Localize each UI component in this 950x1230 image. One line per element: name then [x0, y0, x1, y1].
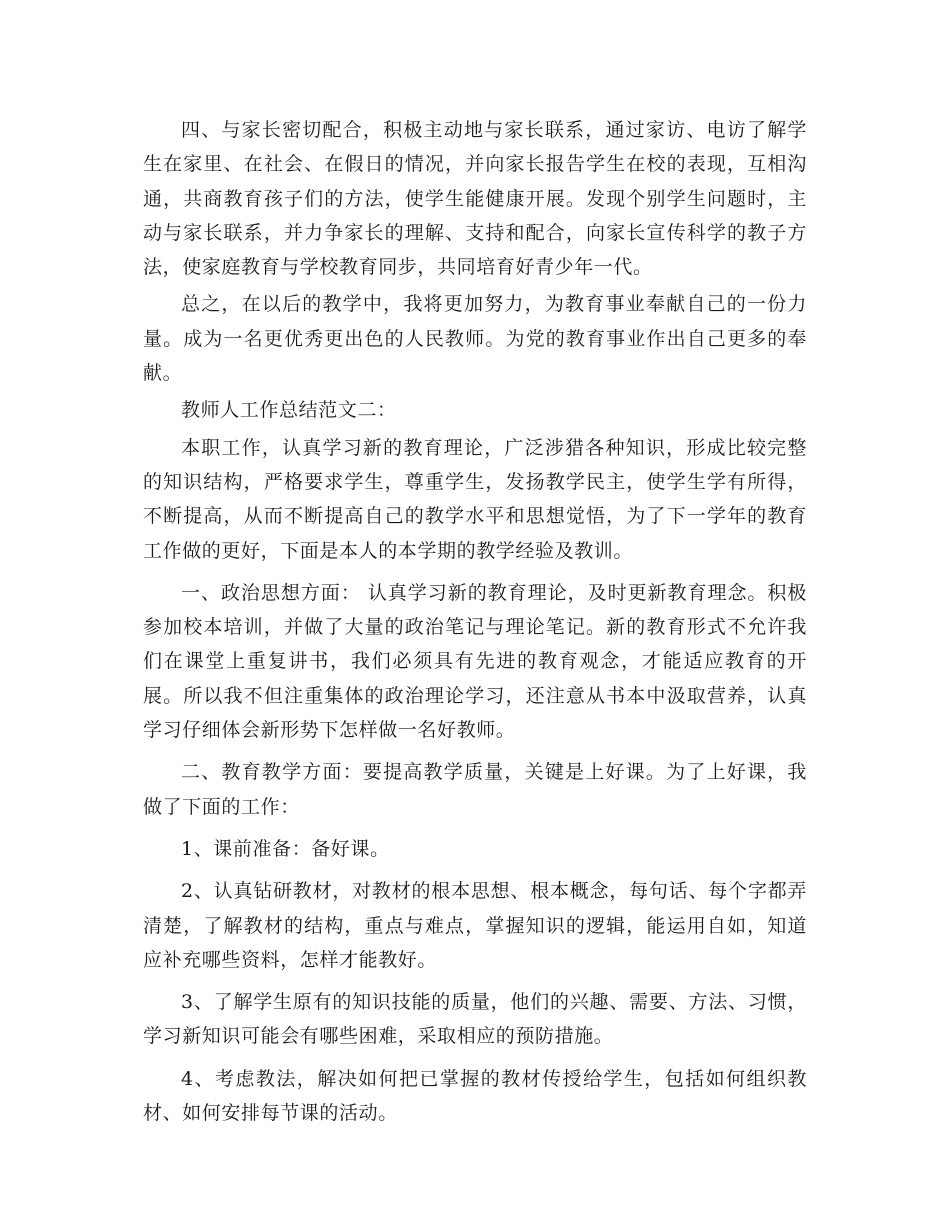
list-item-1: 1、课前准备：备好课。 [181, 837, 390, 860]
list-item-4: 4、考虑教法，解决如何把已掌握的教材传授给学生，包括如何组织教材、如何安排每节课的活动。 [143, 1067, 807, 1125]
paragraph-section-title: 教师人工作总结范文二： [181, 399, 397, 422]
paragraph-intro: 本职工作，认真学习新的教育理论，广泛涉猎各种知识，形成比较完整的知识结构，严格要求学生，尊重学生，发扬教学民主，使学生学有所得，不断提高，从而不断提高自己的教学水平和思想觉悟，为了下一学年的教育工作做的更好，下面是本人的本学期的教学经验及教训。 [143, 436, 807, 562]
document-body [143, 113, 807, 1133]
list-item-2: 2、认真钻研教材，对教材的根本思想、根本概念，每句话、每个字都弄清楚，了解教材的结构，重点与难点，掌握知识的逻辑，能运用自如，知道应补充哪些资料，怎样才能教好。 [143, 880, 807, 971]
paragraph-teaching: 二、教育教学方面：要提高教学质量，关键是上好课。为了上好课，我做了下面的工作： [143, 761, 807, 818]
paragraph-conclusion: 总之，在以后的教学中，我将更加努力，为教育事业奉献自己的一份力量。成为一名更优秀更出色的人民教师。为党的教育事业作出自己更多的奉献。 [143, 293, 807, 385]
paragraph-parent-cooperation: 四、与家长密切配合，积极主动地与家长联系，通过家访、电访了解学生在家里、在社会、在假日的情况，并向家长报告学生在校的表现，互相沟通，共商教育孩子们的方法，使学生能健康开展。发现个别学生问题时，主动与家长联系，并力争家长的理解、支持和配合，向家长宣传科学的教子方法，使家庭教育与学校教育同步，共同培育好青少年一代。 [143, 119, 807, 279]
paragraph-political-thought: 一、政治思想方面： 认真学习新的教育理论，及时更新教育理念。积极参加校本培训，并做了大量的政治笔记与理论笔记。新的教育形式不允许我们在课堂上重复讲书，我们必须具有先进的教育观念，才能适应教育的开展。所以我不但注重集体的政治理论学习，还注意从书本中汲取营养，认真学习仔细体会新形势下怎样做一名好教师。 [143, 581, 807, 742]
list-item-3: 3、了解学生原有的知识技能的质量，他们的兴趣、需要、方法、习惯，学习新知识可能会有哪些困难，采取相应的预防措施。 [143, 991, 807, 1048]
